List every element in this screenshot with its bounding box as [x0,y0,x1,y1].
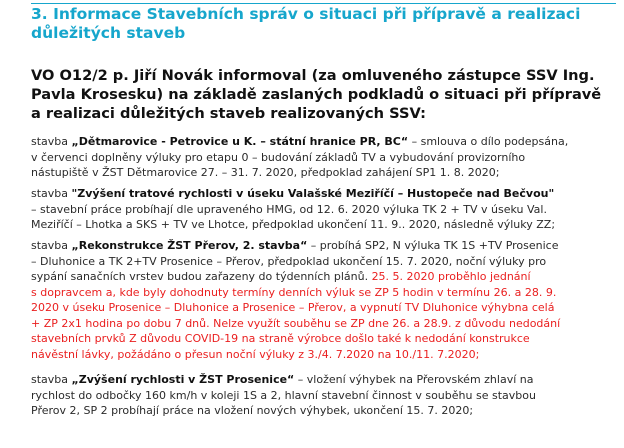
item-text: rychlost do odbočky 160 km/h v koleji 1S a 2, hlavní stavební činnost v souběhu se stavbou [31,388,536,402]
construction-name: „Rekonstrukce ŽST Přerov, 2. stavba“ [71,239,308,252]
highlighted-note: + ZP 2x1 hodina po dobu 7 dnů. Nelze využít souběhu se ZP dne 26. a 28.9. z důvodu nedodání [31,316,561,330]
construction-name: "Zvýšení tratové rychlosti v úseku Valašské Meziříčí – Hustopeče nad Bečvou" [71,187,555,200]
construction-item [31,186,616,233]
lead-paragraph [31,66,611,123]
section-heading-line2: důležitých staveb [31,24,186,42]
construction-name: „Dětmarovice - Petrovice u K. – státní hranice PR, BC“ [71,135,409,148]
highlighted-note: stavebních prvků Z důvodu COVID-19 na straně výrobce došlo také k nedodání konstrukce [31,332,530,345]
lead-line3: a realizaci důležitých staveb realizovaných SSV: [31,105,426,122]
construction-item [31,238,616,362]
lead-line1: VO O12/2 p. Jiří Novák informoval (za omluveného zástupce SSV Ing. [31,67,595,84]
item-text: – stavební práce probíhají dle upraveného HMG, od 12. 6. 2020 výluka TK 2 + TV v úseku Val. [31,202,547,216]
item-text: – smlouva o dílo podepsána, [408,135,569,148]
highlighted-note: návěstní lávky, požádáno o přesun noční výluky z 3./4. 7.2020 na 10./11. 7.2020; [31,347,480,361]
construction-name: „Zvýšení rychlosti v ŽST Prosenice“ [71,373,295,386]
construction-item [31,372,616,419]
lead-line2: Pavla Krosesku) na základě zaslaných podkladů o situaci při přípravě [31,86,602,103]
item-prefix: stavba [31,373,72,386]
item-text: sypání sanačních vrstev budou zařazeny do týdenních plánů. [31,270,372,283]
heading-rule [31,3,616,4]
item-text: – Dluhonice a TK 2+TV Prosenice – Přerov, předpoklad ukončení 15. 7. 2020, noční výluky pro [31,254,547,268]
item-prefix: stavba [31,135,72,148]
item-prefix: stavba [31,239,72,252]
item-text: Přerov 2, SP 2 probíhají práce na vložení nových výhybek, ukončení 15. 7. 2020; [31,404,474,417]
item-text: nástupiště v ŽST Dětmarovice 27. – 31. 7. 2020, předpoklad zahájení SP1 1. 8. 2020; [31,166,500,179]
item-text: – probíhá SP2, N výluka TK 1S +TV Prosenice [307,239,559,252]
highlighted-note: s dopravcem a, kde byly dohodnuty termíny denních výluk se ZP 5 hodin v termínu 26. a 28. 9. [31,285,557,299]
item-text: v červenci doplněny výluky pro etapu 0 – budování základů TV a vybudování provizorního [31,150,526,164]
highlighted-note: 2020 v úseku Prosenice – Dluhonice a Prosenice – Přerov, a vypnutí TV Dluhonice výhybna celá [31,301,555,314]
item-text: – vložení výhybek na Přerovském zhlaví na [294,373,534,386]
item-text: Meziříčí – Lhotka a SKS + TV ve Lhotce, předpoklad ukončení 11. 9.. 2020, následně výluky ZZ; [31,218,556,231]
item-prefix: stavba [31,187,72,200]
section-heading [31,5,616,43]
highlighted-note: 25. 5. 2020 proběhlo jednání [371,270,531,283]
section-heading-line1: 3. Informace Stavebních správ o situaci při přípravě a realizaci [31,5,581,23]
construction-item [31,134,616,181]
